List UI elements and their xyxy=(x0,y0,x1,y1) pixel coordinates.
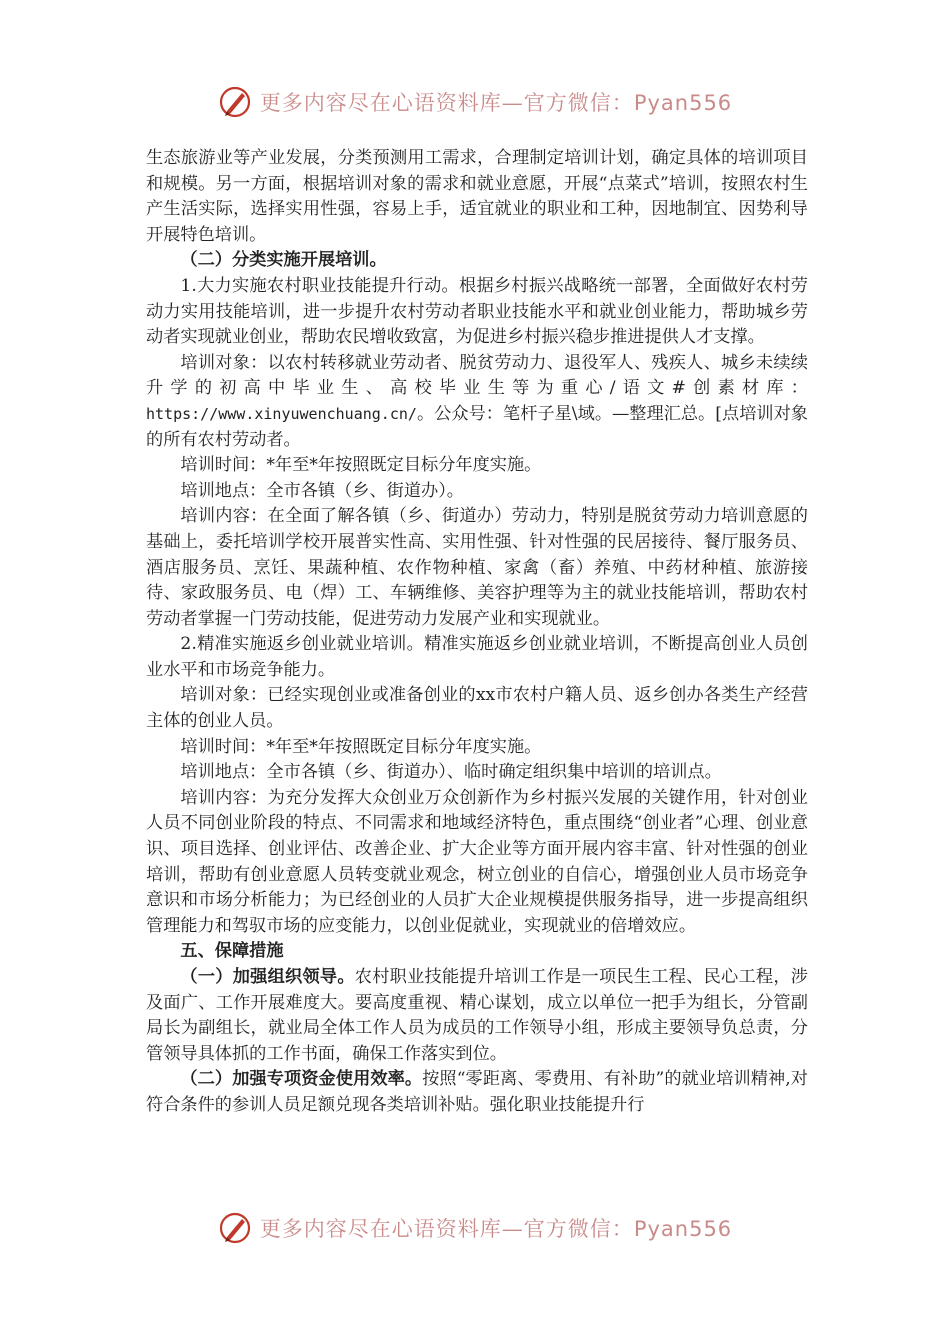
paragraph-15-lead: （二）加强专项资金使用效率。 xyxy=(180,1069,423,1090)
header-brand-label: 更多内容尽在心语资料库—官方微信： xyxy=(259,91,634,115)
paragraph-14-lead: （一）加强组织领导。 xyxy=(180,967,355,987)
paragraph-8: 2.精准实施返乡创业就业培训。精准实施返乡创业就业培训，不断提高创业人员创业水平和市场竞争能力。 xyxy=(146,634,808,680)
paragraph-5: 培训时间：*年至*年按照既定目标分年度实施。 xyxy=(180,455,542,476)
paragraph-3: 1.大力实施农村职业技能提升行动。根据乡村振兴战略统一部署，全面做好农村劳动力实用技能培训，进一步提升农村劳动者职业技能水平和就业创业能力，帮助城乡劳动者实现就业创业，帮助农民增收致富，为促进乡村振兴稳步推进提供人才支撑。 xyxy=(146,275,808,348)
footer-wechat-id: Pyan556 xyxy=(633,1217,733,1241)
paragraph-11: 培训地点：全市各镇（乡、街道办）、临时确定组织集中培训的培训点。 xyxy=(180,762,722,783)
paragraph-12: 培训内容：为充分发挥大众创业万众创新作为乡村振兴发展的关键作用，针对创业人员不同创业阶段的特点、不同需求和地域经济特色，重点围绕“创业者”心理、创业意识、项目选择、创业评估、改善企业、扩大企业等方面开展内容丰富、针对性强的创业培训，帮助有创业意愿人员转变就业观念，树立创业的自信心，增强创业人员市场竞争意识和市场分析能力；为已经创业的人员扩大企业规模提供服务指导，进一步提高组织管理能力和驾驭市场的应变能力，以创业促就业，实现就业的倍增效应。 xyxy=(146,787,808,936)
paragraph-9: 培训对象：已经实现创业或准备创业的xx市农村户籍人员、返乡创办各类生产经营主体的创业人员。 xyxy=(146,685,808,732)
paragraph-4 xyxy=(146,351,808,453)
header-brand-text xyxy=(260,87,732,117)
footer-brand-label: 更多内容尽在心语资料库—官方微信： xyxy=(259,1217,634,1241)
paragraph-15 xyxy=(146,1067,808,1118)
document-body xyxy=(146,146,808,1119)
paragraph-15-text: 按照“零距离、零费用、有补助”的就业培训精神,对符合条件的参训人员足额兑现各类培训补贴。强化职业技能提升行 xyxy=(146,1069,808,1115)
paragraph-6: 培训地点：全市各镇（乡、街道办）。 xyxy=(180,480,464,501)
pen-logo-icon xyxy=(218,85,252,119)
paragraph-14 xyxy=(146,965,808,1067)
footer-banner xyxy=(0,1208,950,1248)
paragraph-4-text-a: 培训对象：以农村转移就业劳动者、脱贫劳动力、退役军人、残疾人、城乡未续续升学的初高中毕业生、高校毕业生等为重心/语文#创素材库： xyxy=(146,352,808,399)
paragraph-4-text-b: 。公众号：笔杆子星\域。—整理汇总。[点培训对象的所有农村劳动者。 xyxy=(146,403,808,450)
header-banner xyxy=(0,82,950,122)
header-wechat-id: Pyan556 xyxy=(633,91,733,115)
pen-logo-icon xyxy=(218,1211,252,1245)
paragraph-10: 培训时间：*年至*年按照既定目标分年度实施。 xyxy=(180,736,542,757)
section-heading-2: （二）分类实施开展培训。 xyxy=(180,250,387,271)
paragraph-1: 生态旅游业等产业发展，分类预测用工需求，合理制定培训计划，确定具体的培训项目和规模。另一方面，根据培训对象的需求和就业意愿，开展“点菜式”培训，按照农村生产生活实际，选择实用性强，容易上手，适宜就业的职业和工种，因地制宜、因势利导开展特色培训。 xyxy=(146,148,808,245)
paragraph-7: 培训内容：在全面了解各镇（乡、街道办）劳动力，特别是脱贫劳动力培训意愿的基础上，委托培训学校开展普实性高、实用性强、针对性强的民居接待、餐厅服务员、酒店服务员、烹饪、果蔬种植、农作物种植、家禽（畜）养殖、中药材种植、旅游接待、家政服务员、电（焊）工、车辆维修、美容护理等为主的就业技能培训，帮助农村劳动者掌握一门劳动技能，促进劳动力发展产业和实现就业。 xyxy=(146,506,808,629)
paragraph-4-url: https://www.xinyuwenchuang.cn/ xyxy=(146,404,417,423)
section-heading-13: 五、保障措施 xyxy=(180,941,284,962)
footer-brand-text xyxy=(260,1213,732,1243)
paragraph-14-text: 农村职业技能提升培训工作是一项民生工程、民心工程，涉及面广、工作开展难度大。要高度重视、精心谋划，成立以单位一把手为组长，分管副局长为副组长，就业局全体工作人员为成员的工作领导小组，形成主要领导负总责，分管领导具体抓的工作书面，确保工作落实到位。 xyxy=(146,967,808,1064)
